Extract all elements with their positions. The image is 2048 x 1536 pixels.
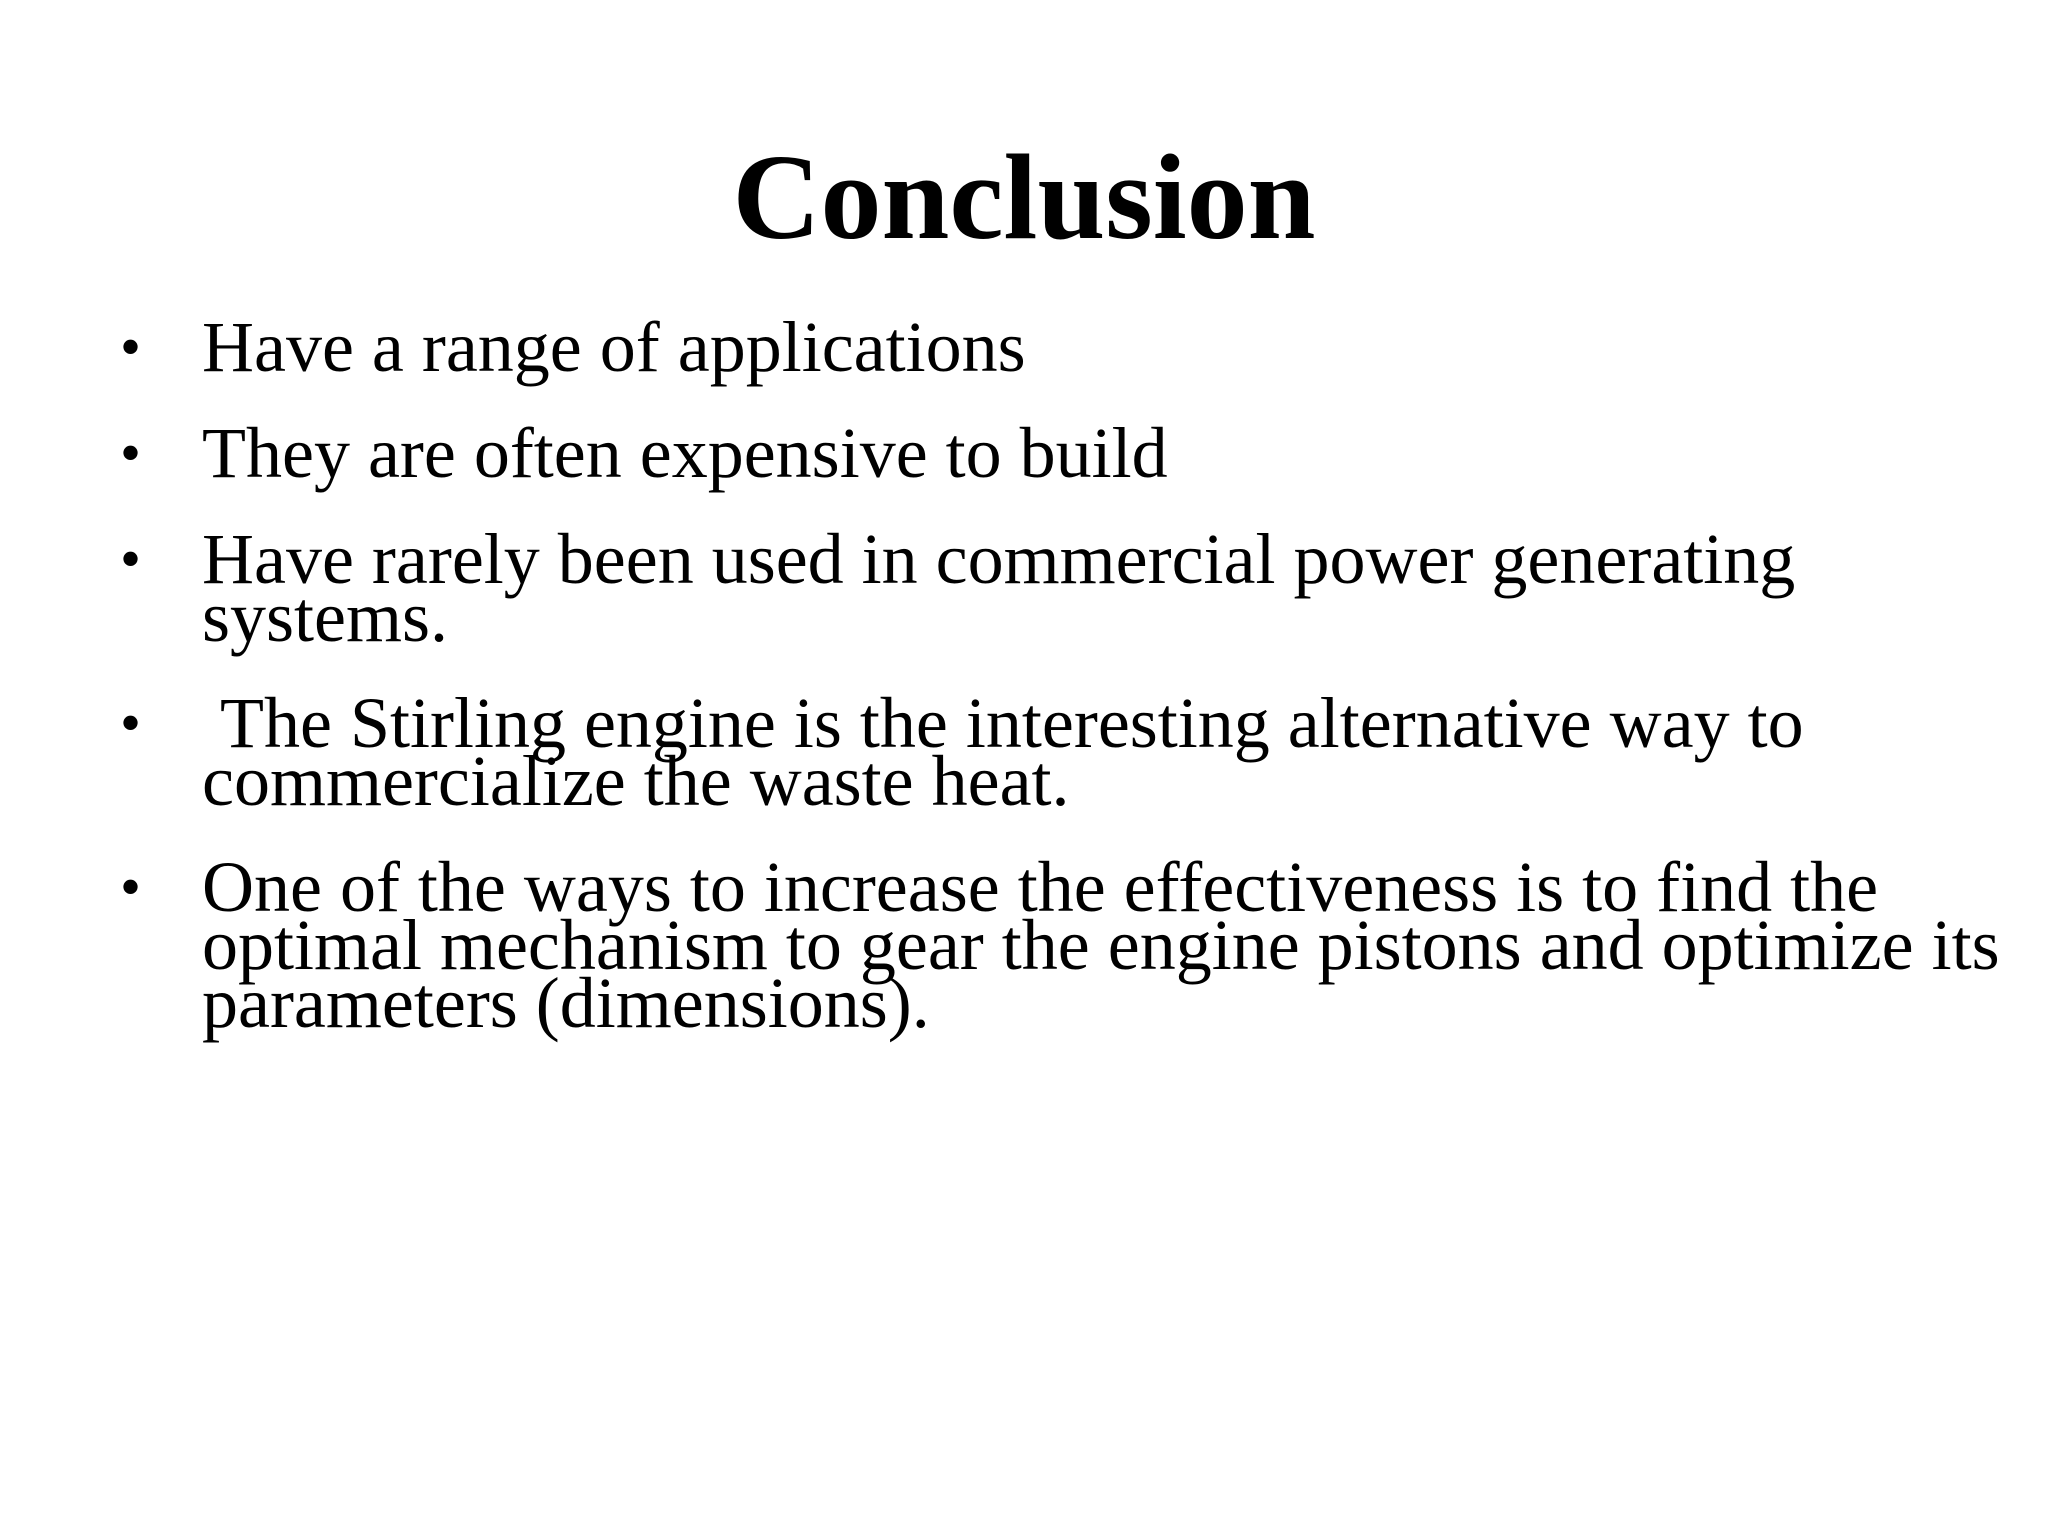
bullet-item	[120, 683, 2000, 821]
bullet-item	[120, 413, 2000, 493]
bullet-text: Have a range of applications	[202, 307, 1026, 387]
bullet-text: Have rarely been used in commercial power generating systems.	[202, 519, 1814, 657]
slide-title: Conclusion	[732, 130, 1316, 265]
bullet-icon: •	[120, 314, 142, 380]
bullet-icon: •	[120, 526, 142, 592]
bullet-item	[120, 847, 2018, 1043]
bullet-icon: •	[120, 420, 142, 486]
bullet-item	[120, 307, 2000, 387]
bullet-icon: •	[120, 690, 142, 756]
bullet-text: They are often expensive to build	[202, 413, 1168, 493]
bullet-item	[120, 519, 2000, 657]
bullet-list	[120, 307, 2018, 1080]
bullet-text: One of the ways to increase the effectiveness is to find the optimal mechanism to gear the engine pistons and optimize its parameters (dimensions).	[202, 847, 2018, 1043]
bullet-icon: •	[120, 854, 142, 920]
bullet-text: The Stirling engine is the interesting alternative way to commercialize the waste heat.	[202, 683, 1822, 821]
